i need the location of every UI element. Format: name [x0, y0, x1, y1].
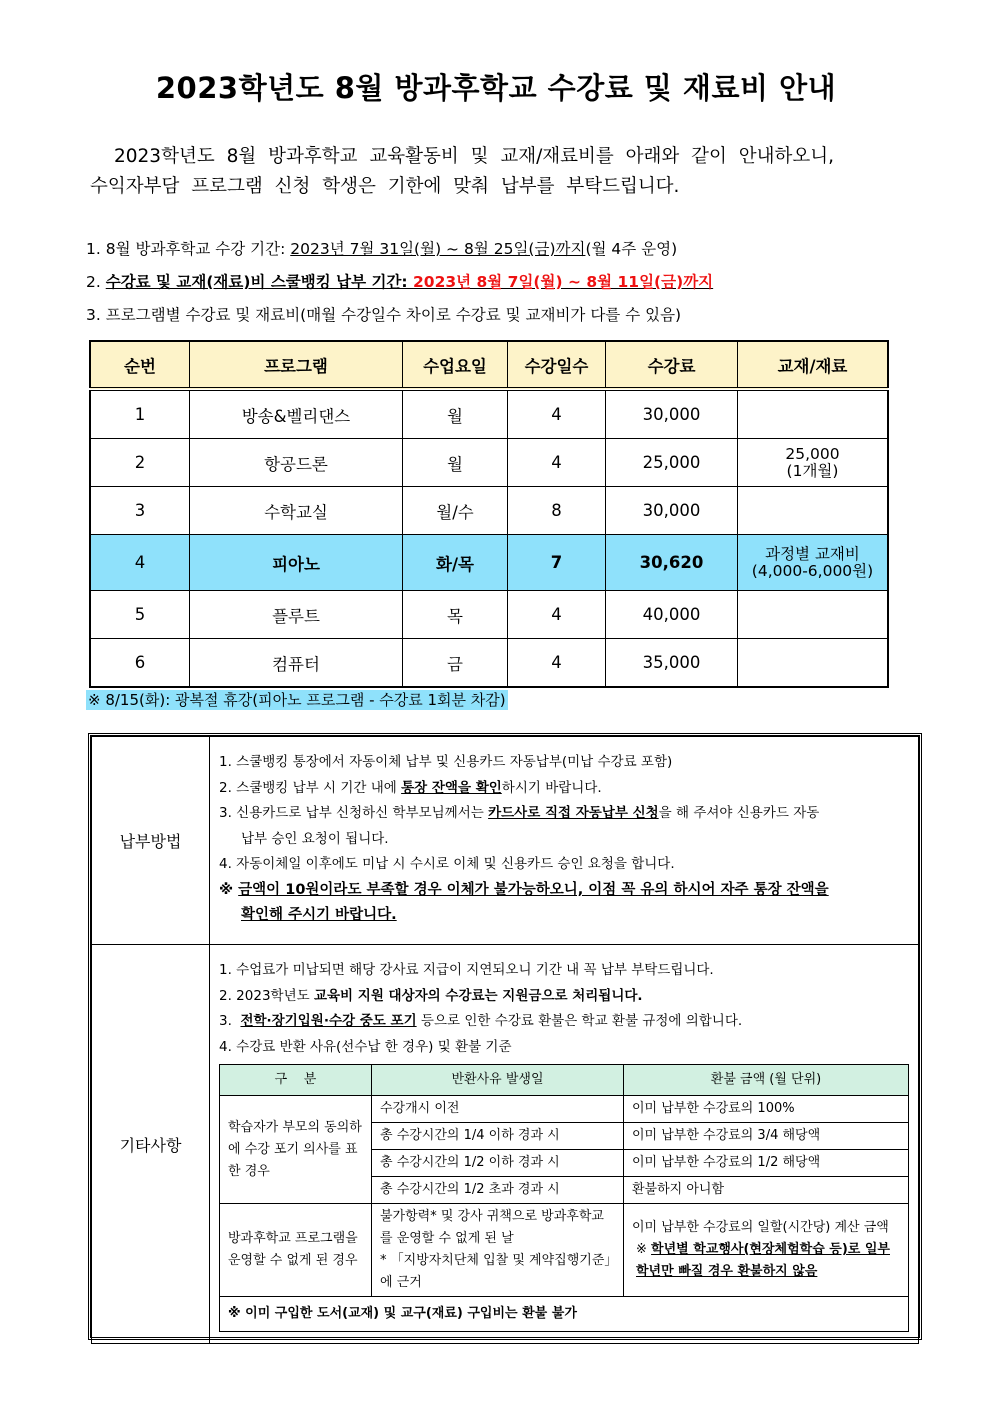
- item-suffix: (월 4주 운영): [585, 240, 678, 258]
- refund-amount: 이미 납부한 수강료의 3/4 해당액: [624, 1123, 909, 1150]
- table-header-row: [90, 341, 888, 389]
- refund-category: 학습자가 부모의 동의하에 수강 포기 의사를 표한 경우: [220, 1096, 372, 1204]
- cell-days: 4: [508, 439, 606, 487]
- text: 등으로 인한 수강료 환불은 학교 환불 규정에 의합니다.: [416, 1013, 743, 1029]
- cell-material: [738, 639, 889, 688]
- other-notes-content: [210, 945, 919, 1344]
- other-notes-row: [92, 945, 919, 1344]
- material-amount: 25,000: [785, 444, 840, 463]
- refund-when: 총 수강시간의 1/2 이하 경과 시: [372, 1150, 624, 1177]
- item-payment-period: [86, 268, 916, 301]
- col-header-amount: 환불 금액 (월 단위): [624, 1065, 909, 1096]
- material-note: (1개월): [786, 461, 839, 480]
- payment-item: [219, 776, 909, 802]
- cell-days: 4: [508, 591, 606, 639]
- material-label: 과정별 교재비: [765, 544, 860, 563]
- text: 불가항력* 및 강사 귀책으로 방과후학교를 운영할 수 없게 된 날: [380, 1209, 604, 1246]
- item-label: 1. 8월 방과후학교 수강 기간:: [86, 240, 291, 258]
- cell-material: [738, 439, 889, 487]
- other-item: 4. 수강료 반환 사유(선수납 한 경우) 및 환불 기준: [219, 1038, 512, 1055]
- text: 을 해 주셔야 신용카드 자동: [658, 805, 820, 821]
- payment-warning: [219, 878, 909, 904]
- reference-mark-icon: ※: [219, 881, 234, 898]
- material-range: (4,000-6,000원): [751, 561, 874, 580]
- cell-day: 월: [403, 389, 508, 439]
- table-row: [90, 639, 888, 688]
- table-row: [90, 487, 888, 535]
- other-item: [219, 1009, 909, 1035]
- payment-item: 1. 스쿨뱅킹 통장에서 자동이체 납부 및 신용카드 자동납부(미납 수강료 포함): [219, 754, 673, 770]
- payment-info-table: [91, 736, 919, 1344]
- footnote: * 「지방자치단체 입찰 및 계약집행기준」에 근거: [380, 1253, 611, 1290]
- cell-material: [738, 389, 889, 439]
- text: 3.: [219, 1013, 241, 1029]
- table-row: [90, 439, 888, 487]
- other-item: 1. 수업료가 미납되면 해당 강사료 지급이 지연되오니 기간 내 꼭 납부 부탁드립니다.: [219, 962, 714, 978]
- text: 하시기 바랍니다.: [501, 779, 602, 796]
- cell-material: [738, 535, 889, 591]
- cell-program: 컴퓨터: [190, 639, 403, 688]
- cell-no: 5: [90, 591, 190, 639]
- cell-fee: 25,000: [606, 439, 738, 487]
- table-row: [90, 591, 888, 639]
- refund-footer: ※ 이미 구입한 도서(교재) 및 교구(재료) 구입비는 환불 불가: [220, 1297, 909, 1332]
- cell-day: 금: [403, 639, 508, 688]
- refund-when: 수강개시 이전: [372, 1096, 624, 1123]
- cell-no: 4: [90, 535, 190, 591]
- col-header-day: 수업요일: [403, 341, 508, 389]
- cell-fee: 30,000: [606, 487, 738, 535]
- payment-method-content: [210, 737, 919, 945]
- cell-day: 목: [403, 591, 508, 639]
- refund-when: [372, 1204, 624, 1297]
- refund-when: 총 수강시간의 1/4 이하 경과 시: [372, 1123, 624, 1150]
- refund-amount: 환불하지 아니함: [624, 1177, 909, 1204]
- emphasis: 카드사로 직접 자동납부 신청: [488, 805, 659, 821]
- payment-item: 4. 자동이체일 이후에도 미납 시 수시로 이체 및 신용카드 승인 요청을 합니다.: [219, 856, 675, 872]
- emphasis: 교육비 지원 대상자의 수강료는 지원금으로 처리됩니다.: [313, 987, 643, 1004]
- cell-days: 7: [508, 535, 606, 591]
- cell-material: [738, 591, 889, 639]
- page-title: 2023학년도 8월 방과후학교 수강료 및 재료비 안내: [155, 71, 837, 105]
- refund-row: [220, 1096, 909, 1123]
- cell-days: 8: [508, 487, 606, 535]
- col-header-days: 수강일수: [508, 341, 606, 389]
- cell-program: 피아노: [190, 535, 403, 591]
- col-header-material: 교재/재료: [738, 341, 889, 389]
- cell-no: 6: [90, 639, 190, 688]
- payment-method-label: 납부방법: [92, 737, 210, 945]
- cell-day: 화/목: [403, 535, 508, 591]
- cell-program: 항공드론: [190, 439, 403, 487]
- refund-amount: 이미 납부한 수강료의 100%: [624, 1096, 909, 1123]
- warning-text: 금액이 10원이라도 부족할 경우 이체가 불가능하오니, 이점 꼭 유의 하시어 자주 통장 잔액을: [238, 881, 829, 898]
- refund-exception: [632, 1239, 900, 1283]
- text: 3. 신용카드로 납부 신청하신 학부모님께서는: [219, 805, 489, 821]
- col-header-no: 순번: [90, 341, 190, 389]
- cell-no: 3: [90, 487, 190, 535]
- cell-day: 월: [403, 439, 508, 487]
- payment-item: [219, 801, 909, 827]
- emphasis: 전학·장기입원·수강 중도 포기: [240, 1013, 417, 1029]
- payment-period-label: 수강료 및 교재(재료)비 스쿨뱅킹 납부 기간:: [105, 273, 414, 291]
- cell-days: 4: [508, 639, 606, 688]
- refund-amount: [624, 1204, 909, 1297]
- other-item: [219, 984, 909, 1010]
- payment-item-continued: 납부 승인 요청이 됩니다.: [241, 830, 389, 847]
- intro-line-1: 2023학년도 8월 방과후학교 교육활동비 및 교재/재료비를 아래와 같이 안내하오니,: [114, 146, 835, 167]
- cell-no: 2: [90, 439, 190, 487]
- col-header-fee: 수강료: [606, 341, 738, 389]
- cell-fee: 30,000: [606, 389, 738, 439]
- payment-period-value: 2023년 8월 7일(월) ~ 8월 11일(금)까지: [413, 273, 714, 291]
- reference-mark-icon: ※: [636, 1242, 647, 1257]
- emphasis: 통장 잔액을 확인: [401, 779, 502, 796]
- intro-paragraph: [90, 142, 920, 202]
- cell-days: 4: [508, 389, 606, 439]
- cell-day: 월/수: [403, 487, 508, 535]
- refund-amount: 이미 납부한 수강료의 1/2 해당액: [624, 1150, 909, 1177]
- refund-when: 총 수강시간의 1/2 초과 경과 시: [372, 1177, 624, 1204]
- cell-fee: 30,620: [606, 535, 738, 591]
- info-items: [86, 235, 916, 334]
- payment-method-row: [92, 737, 919, 945]
- other-notes-label: 기타사항: [92, 945, 210, 1344]
- col-header-category: 구 분: [220, 1065, 372, 1096]
- refund-table: [219, 1064, 909, 1332]
- cell-fee: 35,000: [606, 639, 738, 688]
- payment-warning-continued: [219, 903, 909, 929]
- col-header-when: 반환사유 발생일: [372, 1065, 624, 1096]
- refund-row: [220, 1204, 909, 1297]
- item-course-period: [86, 235, 916, 268]
- cell-program: 방송&벨리댄스: [190, 389, 403, 439]
- payment-info-box: [88, 733, 922, 1340]
- holiday-note: ※ 8/15(화): 광복절 휴강(피아노 프로그램 - 수강료 1회분 차감): [88, 691, 506, 709]
- cell-fee: 40,000: [606, 591, 738, 639]
- text: 2. 스쿨뱅킹 납부 시 기간 내에: [219, 779, 402, 796]
- text: 2. 2023학년도: [219, 987, 314, 1004]
- cell-material: [738, 487, 889, 535]
- cell-program: 플루트: [190, 591, 403, 639]
- text: 이미 납부한 수강료의 일할(시간당) 계산 금액: [632, 1220, 889, 1235]
- table-row: [90, 389, 888, 439]
- item-program-fees: 3. 프로그램별 수강료 및 재료비(매월 수강일수 차이로 수강료 및 교재비가 다를 수 있음): [86, 306, 682, 324]
- table-row-highlighted: [90, 535, 888, 591]
- refund-category: 방과후학교 프로그램을 운영할 수 없게 된 경우: [220, 1204, 372, 1297]
- exception-text: 학년별 학교행사(현장체험학습 등)로 일부 학년만 빠질 경우 환불하지 않음: [636, 1242, 890, 1279]
- refund-header-row: [220, 1065, 909, 1096]
- course-period-value: 2023년 7월 31일(월) ~ 8월 25일(금)까지: [290, 240, 586, 258]
- item-number: 2.: [86, 273, 106, 291]
- cell-no: 1: [90, 389, 190, 439]
- col-header-program: 프로그램: [190, 341, 403, 389]
- warning-text: 확인해 주시기 바랍니다.: [241, 907, 397, 923]
- program-fee-table: [89, 340, 889, 688]
- refund-footer-row: [220, 1297, 909, 1332]
- intro-line-2: 수익자부담 프로그램 신청 학생은 기한에 맞춰 납부를 부탁드립니다.: [90, 176, 680, 197]
- cell-program: 수학교실: [190, 487, 403, 535]
